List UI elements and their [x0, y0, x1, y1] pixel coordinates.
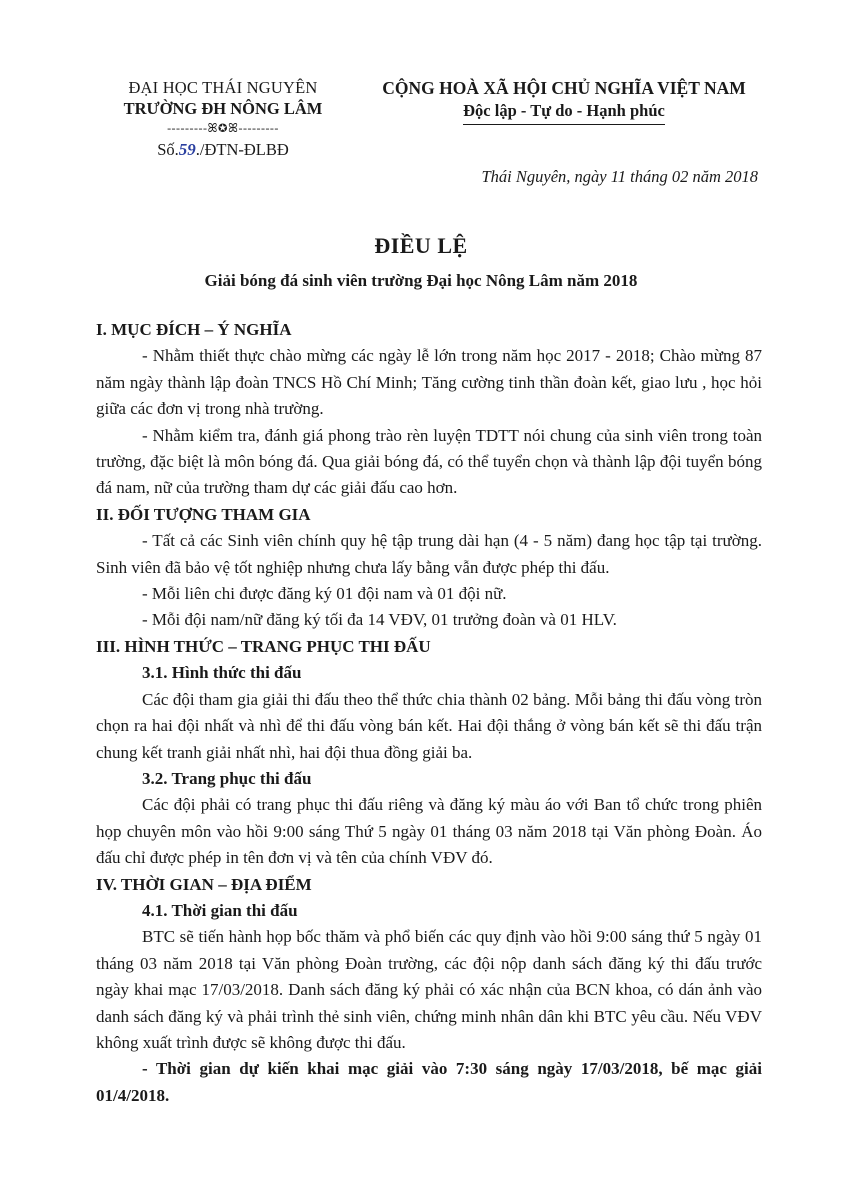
paragraph: - Mỗi liên chi được đăng ký 01 đội nam và 01 đội nữ.	[142, 584, 507, 604]
paragraph: Các đội phải có trang phục thi đấu riêng và đăng ký màu áo với Ban tổ chức trong phiên họp chuyên môn vào hồi 9:00 sáng Thứ 5 ngày 01 tháng 03 năm 2018 tại Văn phòng Đoàn. Áo đấu chỉ được phép in tên đơn vị và tên của chính VĐV đó.	[96, 795, 762, 868]
paragraph: BTC sẽ tiến hành họp bốc thăm và phổ biến các quy định vào hồi 9:00 sáng thứ 5 ngày 01 tháng 03 năm 2018 tại Văn phòng Đoàn trường, các đội nộp danh sách đăng ký thi đấu trước ngày khai mạc 17/03/2018. Danh sách đăng ký phải có xác nhận của BCN khoa, có dán ảnh vào danh sách đăng ký và phải trình thẻ sinh viên, chứng minh nhân dân khi BTC yêu cầu. Nếu VĐV không xuất trình được sẽ không được thi đấu.	[96, 927, 762, 1052]
section-heading-format: III. HÌNH THỨC – TRANG PHỤC THI ĐẤU	[96, 636, 431, 656]
paragraph: - Tất cả các Sinh viên chính quy hệ tập trung dài hạn (4 - 5 năm) đang học tập tại trường. Sinh viên đã bảo vệ tốt nghiệp nhưng chưa lấy bằng vẫn được phép thi đấu.	[96, 531, 762, 577]
document-body	[96, 317, 762, 1109]
document-number	[98, 138, 348, 162]
section-heading-purpose: I. MỤC ĐÍCH – Ý NGHĨA	[96, 320, 292, 339]
section-heading-time-place: IV. THỜI GIAN – ĐỊA ĐIỂM	[96, 874, 312, 894]
subsection-heading-uniform: 3.2. Trang phục thi đấu	[142, 768, 312, 788]
issuing-organization	[98, 78, 348, 162]
nation-name: CỘNG HOÀ XÃ HỘI CHỦ NGHĨA VIỆT NAM	[382, 78, 746, 98]
paragraph: Các đội tham gia giải thi đấu theo thể thức chia thành 02 bảng. Mỗi bảng thi đấu vòng tròn chọn ra hai đội nhất và nhì để thi đấu vòng bán kết. Hai đội thắng ở vòng bán kết sẽ thi đấu trận chung kết tranh giải nhất nhì, hai đội thua đồng giải ba.	[96, 689, 762, 762]
document-title: ĐIỀU LỆ	[374, 233, 468, 258]
document-number-prefix: Số.	[157, 140, 179, 159]
document-number-handwritten: 59	[178, 140, 196, 159]
paragraph: - Nhằm thiết thực chào mừng các ngày lễ lớn trong năm học 2017 - 2018; Chào mừng 87 năm ngày thành lập đoàn TNCS Hồ Chí Minh; Tăng cường tinh thần đoàn kết, giao lưu , học hỏi giữa các đơn vị trong nhà trường.	[96, 346, 762, 419]
section-heading-participants: II. ĐỐI TƯỢNG THAM GIA	[96, 504, 311, 524]
national-motto: Độc lập - Tự do - Hạnh phúc	[463, 98, 665, 125]
paragraph-schedule: - Thời gian dự kiến khai mạc giải vào 7:30 sáng ngày 17/03/2018, bế mạc giải 01/4/2018.	[96, 1059, 762, 1105]
document-subtitle: Giải bóng đá sinh viên trường Đại học Nông Lâm năm 2018	[204, 271, 638, 290]
national-header	[368, 78, 760, 125]
paragraph: - Nhằm kiểm tra, đánh giá phong trào rèn luyện TDTT nói chung của sinh viên trong toàn trường, đặc biệt là môn bóng đá. Qua giải bóng đá, có thể tuyển chọn và thành lập đội tuyển bóng đá nam, nữ của trường tham dự các giải đấu cao hơn.	[96, 425, 762, 498]
university-name: ĐẠI HỌC THÁI NGUYÊN	[128, 78, 318, 97]
subsection-heading-format: 3.1. Hình thức thi đấu	[142, 663, 302, 683]
document-number-suffix: ./ĐTN-ĐLBĐ	[195, 140, 289, 159]
school-name: TRƯỜNG ĐH NÔNG LÂM	[123, 99, 323, 118]
document-date: Thái Nguyên, ngày 11 tháng 02 năm 2018	[481, 167, 758, 186]
subsection-heading-time: 4.1. Thời gian thi đấu	[142, 900, 298, 920]
paragraph: - Mỗi đội nam/nữ đăng ký tối đa 14 VĐV, 01 trưởng đoàn và 01 HLV.	[142, 610, 617, 630]
header-ornament: ---------ꕤ✪ꕤ---------	[167, 121, 279, 135]
